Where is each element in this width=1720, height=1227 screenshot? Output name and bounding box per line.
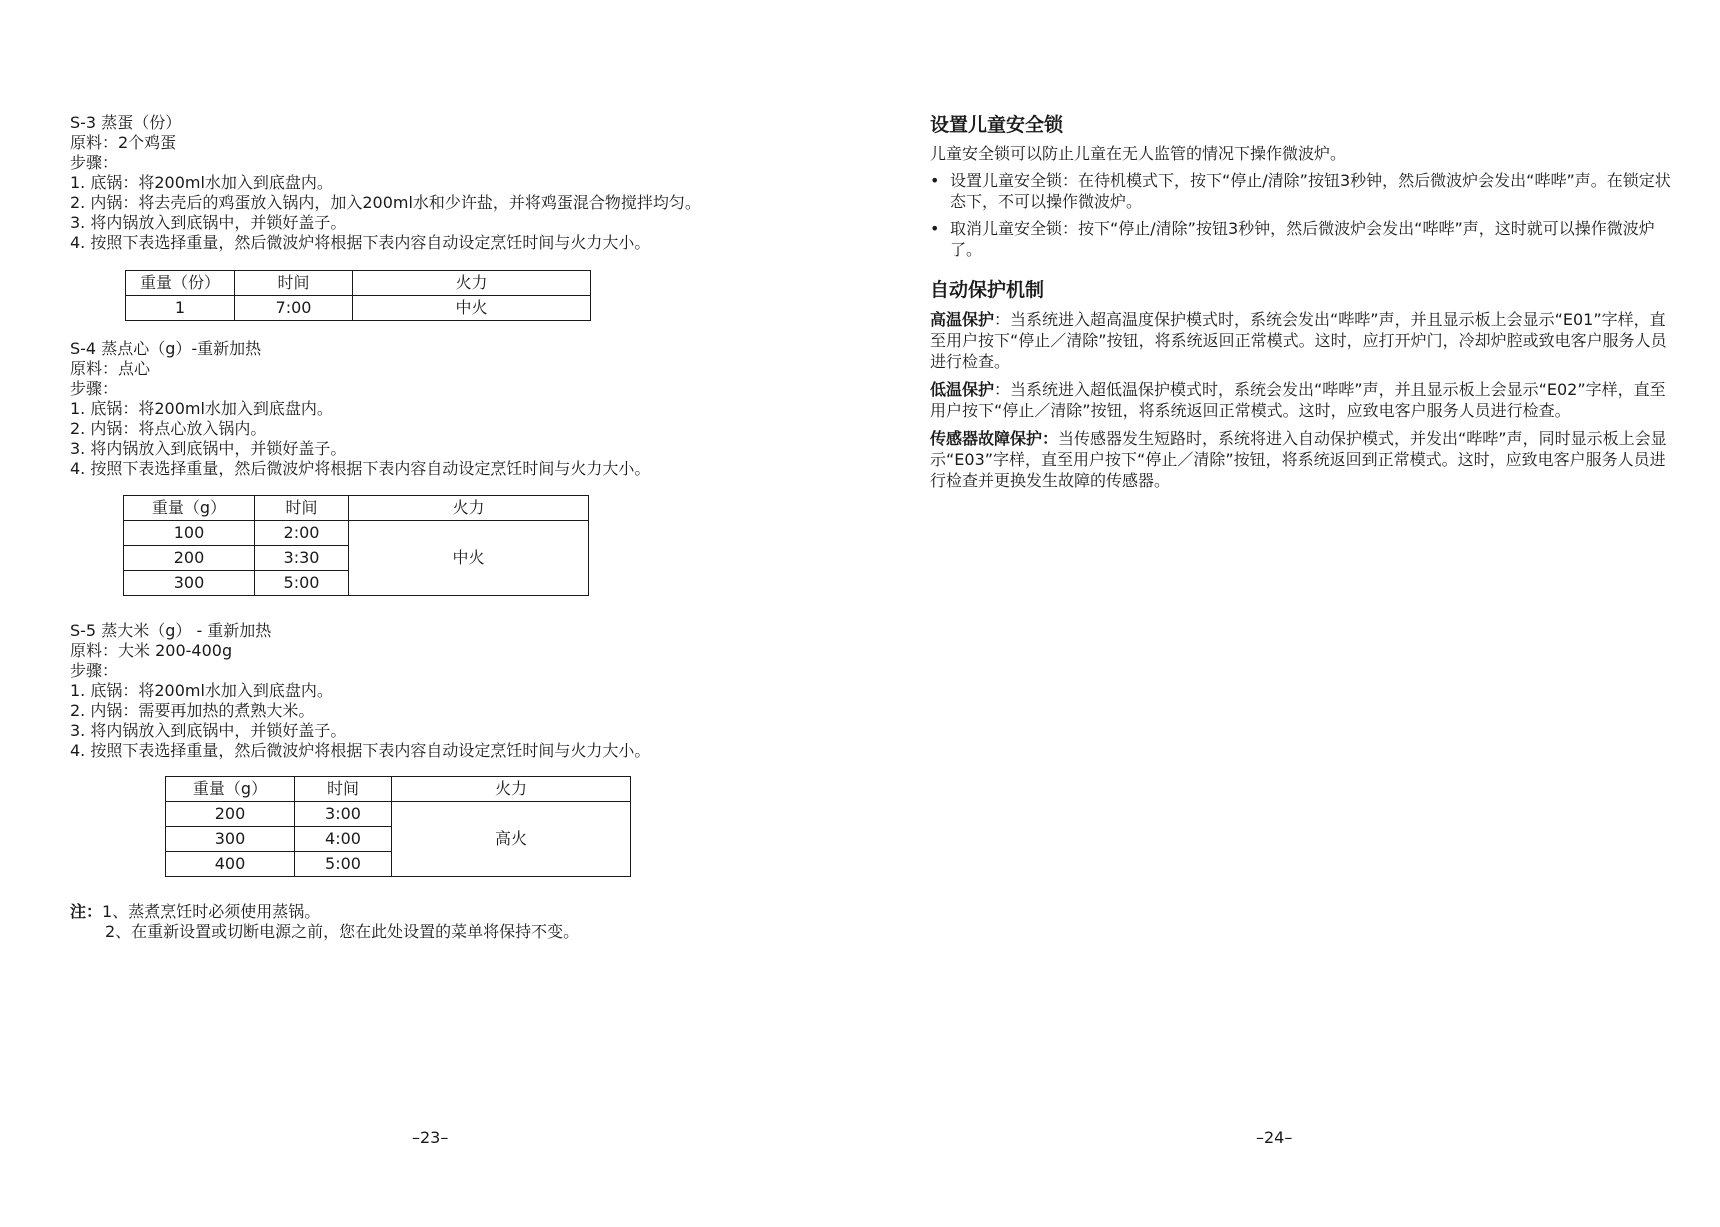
para-text: ：当系统进入超低温保护模式时，系统会发出“哔哔”声，并且显示板上会显示“E02”字样，直至用户按下“停止／清除”按钮，将系统返回正常模式。这时，应致电客户服务人员进行检查。: [930, 380, 1666, 420]
table-header-row: [166, 777, 631, 802]
step-item: 2. 内锅：将去壳后的鸡蛋放入锅内，加入200ml水和少许盐，并将鸡蛋混合物搅拌均匀。: [70, 193, 701, 212]
note-line: [70, 922, 579, 942]
step-item: 2. 内锅：需要再加热的煮熟大米。: [70, 701, 315, 720]
recipe-title: S-5 蒸大米（g） - 重新加热: [70, 621, 272, 640]
table-cell: 5:00: [255, 571, 349, 596]
note-label: 注：: [70, 902, 103, 921]
note-line: [70, 902, 579, 922]
sensor-fault-paragraph: [930, 428, 1675, 491]
para-label: 低温保护: [930, 380, 995, 399]
step-item: 2. 内锅：将点心放入锅内。: [70, 419, 267, 438]
table-cell-power: 高火: [392, 802, 631, 877]
note-text: 2、在重新设置或切断电源之前，您在此处设置的菜单将保持不变。: [105, 922, 580, 941]
bullet-icon: •: [930, 219, 940, 238]
para-text: 当传感器发生短路时，系统将进入自动保护模式，并发出“哔哔”声，同时显示板上会显示“E03”字样，直至用户按下“停止／清除”按钮，将系统返回到正常模式。这时，应致电客户服务人员进行检查并更换发生故障的传感器。: [930, 429, 1667, 490]
step-item: 1. 底锅：将200ml水加入到底盘内。: [70, 681, 333, 700]
section-intro: 儿童安全锁可以防止儿童在无人监管的情况下操作微波炉。: [930, 144, 1347, 163]
steps-label: 步骤：: [70, 379, 119, 398]
step-item: 3. 将内锅放入到底锅中，并锁好盖子。: [70, 721, 347, 740]
high-temp-paragraph: [930, 309, 1675, 372]
right-page: [860, 0, 1720, 1227]
table-row: [126, 296, 591, 321]
low-temp-paragraph: [930, 379, 1675, 421]
table-cell: 3:30: [255, 546, 349, 571]
auto-protection-section: [930, 278, 1675, 498]
list-item-text: 设置儿童安全锁：在待机模式下，按下“停止/清除”按钮3秒钟，然后微波炉会发出“哔哔”声。在锁定状态下，不可以操作微波炉。: [950, 171, 1671, 211]
table-cell: 4:00: [295, 827, 392, 852]
step-item: 1. 底锅：将200ml水加入到底盘内。: [70, 399, 333, 418]
table-cell: 200: [124, 546, 255, 571]
table-cell-power: 中火: [349, 521, 589, 596]
table-header: 时间: [235, 271, 353, 296]
list-item-text: 取消儿童安全锁：按下“停止/清除”按钮3秒钟，然后微波炉会发出“哔哔”声，这时就可以操作微波炉了。: [950, 219, 1655, 259]
recipe-s4: [70, 339, 790, 479]
table-cell: 3:00: [295, 802, 392, 827]
table-cell: 2:00: [255, 521, 349, 546]
para-label: 高温保护: [930, 310, 995, 329]
recipe-title: S-4 蒸点心（g）-重新加热: [70, 339, 262, 358]
child-lock-section: [930, 113, 1675, 266]
recipe-ingredients: 原料：点心: [70, 359, 151, 378]
table-cell: 400: [166, 852, 295, 877]
table-header: 重量（g）: [124, 496, 255, 521]
step-item: 3. 将内锅放入到底锅中，并锁好盖子。: [70, 213, 347, 232]
section-heading: 自动保护机制: [930, 279, 1045, 301]
bullet-icon: •: [930, 171, 940, 190]
table-cell: 100: [124, 521, 255, 546]
s5-table: [165, 776, 631, 877]
list-item: [930, 218, 1675, 260]
table-cell: 200: [166, 802, 295, 827]
steps-label: 步骤：: [70, 661, 119, 680]
para-text: ：当系统进入超高温度保护模式时，系统会发出“哔哔”声，并且显示板上会显示“E01”字样，直至用户按下“停止／清除”按钮，将系统返回正常模式。这时，应打开炉门，冷却炉腔或致电客户服务人员进行检查。: [930, 310, 1667, 371]
table-cell: 300: [166, 827, 295, 852]
table-header: 重量（g）: [166, 777, 295, 802]
step-item: 4. 按照下表选择重量，然后微波炉将根据下表内容自动设定烹饪时间与火力大小。: [70, 741, 651, 760]
para-label: 传感器故障保护：: [930, 429, 1059, 448]
table-header-row: [126, 271, 591, 296]
table-header: 火力: [392, 777, 631, 802]
table-header: 时间: [295, 777, 392, 802]
step-item: 1. 底锅：将200ml水加入到底盘内。: [70, 173, 333, 192]
page-number: –24–: [1256, 1128, 1293, 1147]
table-cell: 300: [124, 571, 255, 596]
table-cell: 7:00: [235, 296, 353, 321]
table-cell: 中火: [353, 296, 591, 321]
note-text: 1、蒸煮烹饪时必须使用蒸锅。: [102, 902, 321, 921]
recipe-title: S-3 蒸蛋（份）: [70, 113, 182, 132]
steps-label: 步骤：: [70, 153, 119, 172]
table-header: 火力: [353, 271, 591, 296]
recipe-ingredients: 原料：2个鸡蛋: [70, 133, 177, 152]
table-header: 时间: [255, 496, 349, 521]
table-row: [166, 802, 631, 827]
table-header: 火力: [349, 496, 589, 521]
table-row: [124, 521, 589, 546]
step-item: 3. 将内锅放入到底锅中，并锁好盖子。: [70, 439, 347, 458]
list-item: [930, 170, 1675, 212]
step-item: 4. 按照下表选择重量，然后微波炉将根据下表内容自动设定烹饪时间与火力大小。: [70, 459, 651, 478]
table-cell: 5:00: [295, 852, 392, 877]
note-block: [70, 902, 579, 942]
bullet-list: [930, 170, 1675, 260]
table-cell: 1: [126, 296, 235, 321]
recipe-s5: [70, 621, 790, 761]
recipe-ingredients: 原料：大米 200-400g: [70, 641, 233, 660]
recipe-s3: [70, 113, 790, 253]
s3-table: [125, 270, 591, 321]
table-header: 重量（份）: [126, 271, 235, 296]
step-item: 4. 按照下表选择重量，然后微波炉将根据下表内容自动设定烹饪时间与火力大小。: [70, 233, 651, 252]
table-header-row: [124, 496, 589, 521]
page-number: –23–: [412, 1128, 449, 1147]
section-heading: 设置儿童安全锁: [930, 114, 1064, 136]
s4-table: [123, 495, 589, 596]
